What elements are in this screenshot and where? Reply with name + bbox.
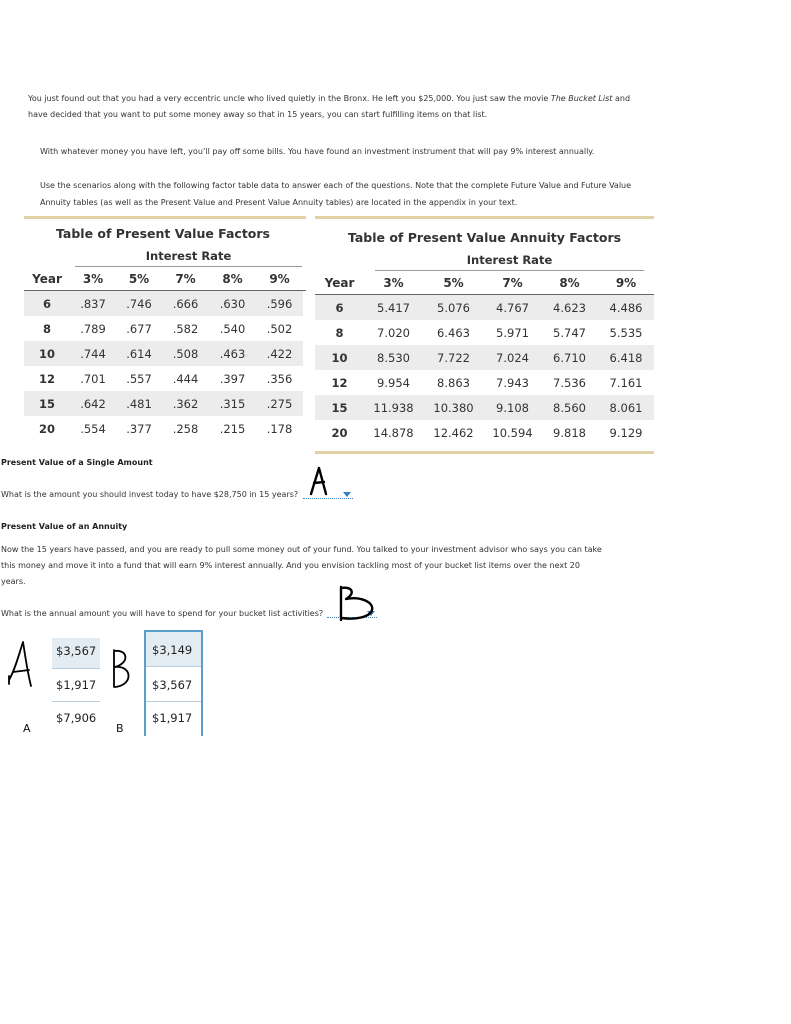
handwritten-b-mark-text: B — [358, 604, 359, 605]
factor-cell: .463 — [219, 346, 246, 361]
pva-header-5: 5% — [443, 275, 464, 290]
factor-cell: 7.020 — [377, 325, 410, 340]
table-row — [315, 420, 654, 445]
options-b-label: B — [116, 722, 124, 735]
table-row — [315, 320, 654, 345]
factor-cell: .557 — [126, 371, 152, 386]
factor-cell: 8.560 — [553, 400, 586, 415]
factor-cell: 8.530 — [377, 350, 410, 365]
handwritten-a-mark-text: A — [320, 486, 321, 487]
factor-cell: 7.536 — [553, 375, 586, 390]
section-annuity-title: Present Value of an Annuity — [1, 522, 128, 531]
pv-table-title: Table of Present Value Factors — [56, 226, 270, 241]
pv-header-5: 5% — [128, 272, 150, 286]
factor-cell: .666 — [172, 296, 199, 311]
intro-line-1 — [28, 91, 630, 107]
pva-table — [315, 271, 654, 448]
factor-cell: 9.129 — [609, 425, 643, 440]
factor-cell: .502 — [266, 321, 293, 336]
intro-line-1-text: You just found out that you had a very eccentric uncle who lived quietly in the Bronx. He left you $25,000. You just saw the movie — [28, 94, 551, 103]
row-year-cell: 20 — [38, 421, 55, 436]
annuity-line-3: years. — [1, 577, 26, 586]
factor-cell: .275 — [266, 396, 293, 411]
table-row — [315, 395, 654, 420]
handwritten-a-mark — [308, 466, 332, 496]
factor-cell: .258 — [172, 421, 199, 436]
factor-cell: .377 — [126, 421, 152, 436]
factor-cell: .701 — [80, 371, 106, 386]
table-row — [315, 295, 654, 320]
pv-header-8: 8% — [222, 272, 243, 286]
handwritten-b-label-text: B — [123, 669, 124, 670]
factor-cell: 5.417 — [377, 300, 410, 315]
row-year-cell: 12 — [331, 375, 348, 390]
factor-cell: 6.418 — [609, 350, 643, 365]
pv-table — [24, 268, 306, 443]
option-a-2[interactable]: $1,917 — [56, 678, 97, 692]
factor-cell: 5.076 — [437, 300, 470, 315]
pva-table-subtitle: Interest Rate — [466, 253, 553, 267]
factor-cell: .422 — [266, 346, 293, 361]
factor-cell: 5.971 — [496, 325, 529, 340]
row-year-cell: 15 — [331, 400, 348, 415]
movie-title: The Bucket List — [550, 94, 613, 103]
handwritten-b-mark — [338, 584, 378, 622]
factor-cell: 4.623 — [553, 300, 586, 315]
question-single: What is the amount you should invest today to have $28,750 in 15 years? — [1, 490, 299, 499]
factor-cell: .444 — [172, 371, 199, 386]
divider-top-right — [315, 216, 654, 219]
options-a-label: A — [23, 722, 31, 735]
factor-cell: .362 — [172, 396, 199, 411]
pv-table-subtitle: Interest Rate — [145, 249, 232, 263]
factor-cell: 4.486 — [609, 300, 643, 315]
options-b-panel — [144, 630, 203, 736]
factor-cell: .582 — [172, 321, 199, 336]
row-year-cell: 8 — [42, 321, 51, 336]
pva-header-8: 8% — [559, 275, 580, 290]
section-single-title: Present Value of a Single Amount — [1, 458, 153, 467]
intro-line-2: have decided that you want to put some money away so that in 15 years, you can start fulfilling items on that list. — [28, 110, 488, 119]
pv-header-year: Year — [32, 272, 62, 286]
table-row — [24, 366, 303, 391]
question-annuity: What is the annual amount you will have to spend for your bucket list activities? — [1, 609, 324, 618]
factor-cell: 7.024 — [496, 350, 529, 365]
factor-cell: .642 — [80, 396, 106, 411]
intro-paragraph-3-line-1: Use the scenarios along with the following factor table data to answer each of the questions. Note that the complete Future Value and Future Value — [40, 181, 632, 190]
row-year-cell: 6 — [42, 296, 51, 311]
pv-header-3: 3% — [82, 272, 104, 286]
factor-cell: .215 — [219, 421, 246, 436]
annuity-line-1: Now the 15 years have passed, and you are ready to pull some money out of your fund. You talked to your investment advisor who says you can take — [1, 545, 602, 554]
factor-cell: .789 — [80, 321, 106, 336]
chevron-down-icon — [343, 492, 351, 497]
row-year-cell: 12 — [38, 371, 55, 386]
factor-cell: .746 — [126, 296, 152, 311]
option-a-3[interactable]: $7,906 — [56, 711, 97, 725]
option-b-3[interactable]: $1,917 — [152, 711, 193, 725]
pva-header-7: 7% — [502, 275, 523, 290]
option-a-separator — [52, 701, 100, 702]
table-row — [24, 416, 303, 441]
annuity-line-2: this money and move it into a fund that will earn 9% interest annually. And you envision tackling most of your bucket list items over the next 20 — [1, 561, 580, 570]
factor-cell: .744 — [80, 346, 106, 361]
row-year-cell: 20 — [331, 425, 348, 440]
factor-cell: 6.710 — [553, 350, 586, 365]
pv-table-subtitle-rule — [75, 266, 302, 267]
factor-cell: .630 — [219, 296, 246, 311]
row-year-cell: 8 — [335, 325, 344, 340]
intro-paragraph-3-line-2: Annuity tables (as well as the Present Value and Present Value Annuity tables) are located in the appendix in your text. — [40, 198, 518, 207]
factor-cell: .677 — [126, 321, 152, 336]
factor-cell: 5.535 — [609, 325, 643, 340]
factor-cell: 5.747 — [553, 325, 586, 340]
pva-header-9: 9% — [615, 275, 637, 290]
row-year-cell: 10 — [331, 350, 348, 365]
factor-cell: .837 — [80, 296, 106, 311]
row-year-cell: 15 — [38, 396, 55, 411]
factor-cell: 9.108 — [496, 400, 529, 415]
factor-cell: 10.594 — [492, 425, 533, 440]
table-row — [24, 316, 303, 341]
row-year-cell: 10 — [38, 346, 55, 361]
option-b-1[interactable]: $3,149 — [152, 643, 193, 657]
pv-table-header — [24, 268, 303, 290]
divider-top-left — [24, 216, 306, 219]
divider-bottom-right — [315, 451, 654, 454]
factor-cell: 11.938 — [373, 400, 414, 415]
table-row — [315, 345, 654, 370]
pva-table-title: Table of Present Value Annuity Factors — [347, 230, 622, 245]
factor-cell: 4.767 — [496, 300, 529, 315]
factor-cell: 7.161 — [609, 375, 643, 390]
factor-cell: 12.462 — [433, 425, 474, 440]
pv-header-9: 9% — [269, 272, 290, 286]
option-a-1[interactable]: $3,567 — [56, 644, 97, 658]
table-row — [24, 391, 303, 416]
row-year-cell: 6 — [335, 300, 344, 315]
table-row — [24, 341, 303, 366]
pva-table-header — [315, 271, 654, 294]
handwritten-b-label — [110, 647, 136, 691]
factor-cell: .540 — [219, 321, 246, 336]
intro-paragraph-2: With whatever money you have left, you’ll pay off some bills. You have found an investment instrument that will pay 9% interest annually. — [40, 147, 595, 156]
factor-cell: 9.954 — [377, 375, 410, 390]
factor-cell: .596 — [266, 296, 293, 311]
option-b-2[interactable]: $3,567 — [152, 678, 193, 692]
factor-cell: .614 — [126, 346, 152, 361]
table-row — [315, 370, 654, 395]
factor-cell: .554 — [80, 421, 106, 436]
handwritten-a-label — [5, 640, 35, 688]
factor-cell: 7.722 — [437, 350, 470, 365]
factor-cell: .508 — [172, 346, 199, 361]
table-row — [24, 291, 303, 316]
handwritten-a-label-text: A — [20, 664, 21, 665]
pva-header-3: 3% — [383, 275, 404, 290]
factor-cell: .397 — [219, 371, 246, 386]
factor-cell: .481 — [126, 396, 152, 411]
factor-cell: .315 — [219, 396, 246, 411]
factor-cell: 8.061 — [609, 400, 643, 415]
factor-cell: 6.463 — [437, 325, 470, 340]
pv-header-7: 7% — [175, 272, 196, 286]
factor-cell: 10.380 — [433, 400, 474, 415]
factor-cell: .178 — [266, 421, 293, 436]
factor-cell: 14.878 — [373, 425, 414, 440]
factor-cell: 8.863 — [437, 375, 470, 390]
intro-line-1-end: and — [612, 94, 631, 103]
factor-cell: 7.943 — [496, 375, 529, 390]
factor-cell: .356 — [266, 371, 293, 386]
factor-cell: 9.818 — [553, 425, 586, 440]
pva-header-year: Year — [324, 275, 355, 290]
